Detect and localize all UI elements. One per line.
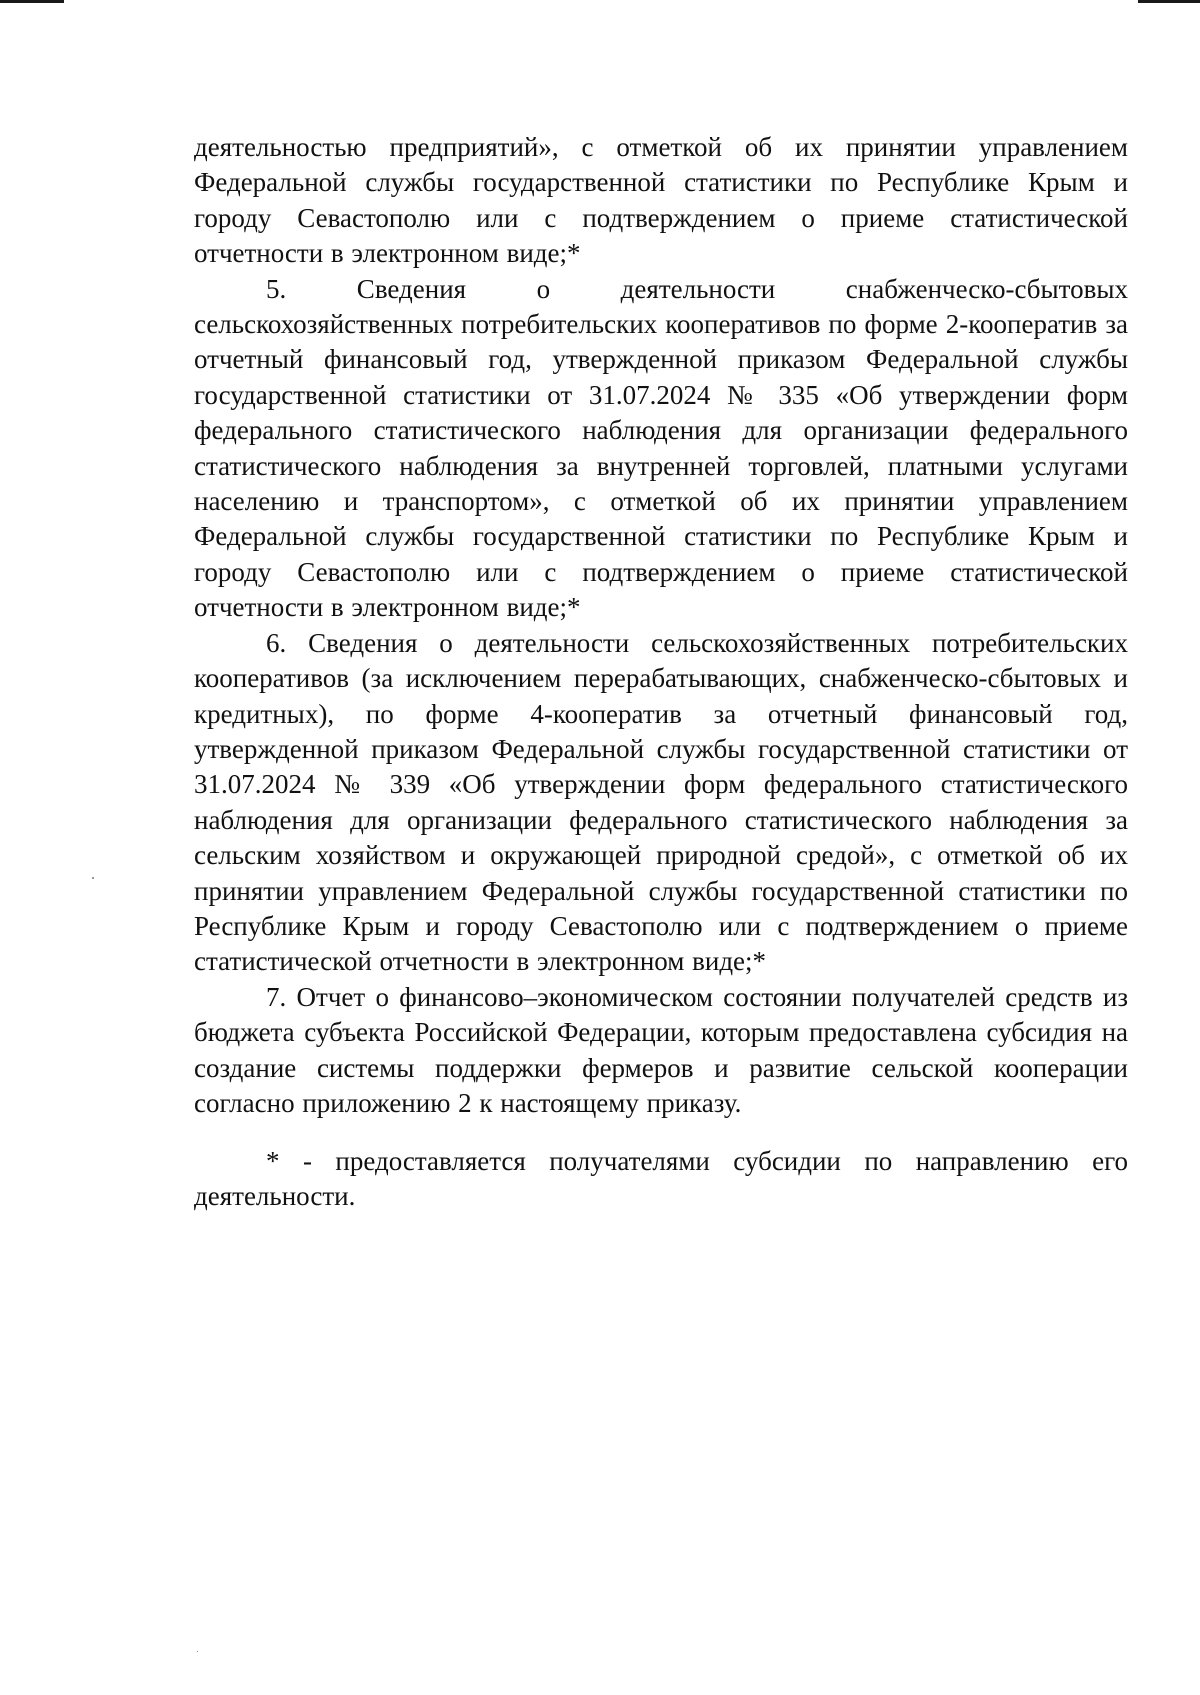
scan-speck bbox=[92, 877, 94, 879]
document-body bbox=[194, 130, 1128, 1121]
paragraph-continuation: деятельностью предприятий», с отметкой об их принятии управлением Федеральной службы государственной статистики по Республике Крым и городу Севастополю или с подтверждением о приеме статистической отчетности в электронном виде;* bbox=[194, 132, 1128, 269]
footnote: * - предоставляется получателями субсидии по направлению его деятельности. bbox=[194, 1146, 1128, 1212]
paragraph-item-6: 6. Сведения о деятельности сельскохозяйственных потребительских кооперативов (за исключением перерабатывающих, снабженческо-сбытовых и кредитных), по форме 4-кооператив за отчетный финансовый год, утвержденной приказом Федеральной службы государственной статистики от 31.07.2024 № 339 «Об утверждении форм федерального статистического наблюдения для организации федерального статистического наблюдения за сельским хозяйством и окружающей природной средой», с отметкой об их принятии управлением Федеральной службы государственной статистики по Республике Крым и городу Севастополю или с подтверждением о приеме статистической отчетности в электронном виде;* bbox=[194, 627, 1128, 977]
scan-edge-mark-right bbox=[1138, 0, 1200, 3]
scan-edge-mark-left bbox=[0, 0, 64, 3]
paragraph-item-5: 5. Сведения о деятельности снабженческо-сбытовых сельскохозяйственных потребительских кооперативов по форме 2-кооператив за отчетный финансовый год, утвержденной приказом Федеральной службы государственной статистики от 31.07.2024 № 335 «Об утверждении форм федерального статистического наблюдения для организации федерального статистического наблюдения за внутренней торговлей, платными услугами населению и транспортом», с отметкой об их принятии управлением Федеральной службы государственной статистики по Республике Крым и городу Севастополю или с подтверждением о приеме статистической отчетности в электронном виде;* bbox=[194, 273, 1128, 623]
scan-speck bbox=[197, 1651, 198, 1652]
paragraph-item-7: 7. Отчет о финансово–экономическом состоянии получателей средств из бюджета субъекта Российской Федерации, которым предоставлена субсидия на создание системы поддержки фермеров и развитие сельской кооперации согласно приложению 2 к настоящему приказу. bbox=[194, 981, 1128, 1118]
